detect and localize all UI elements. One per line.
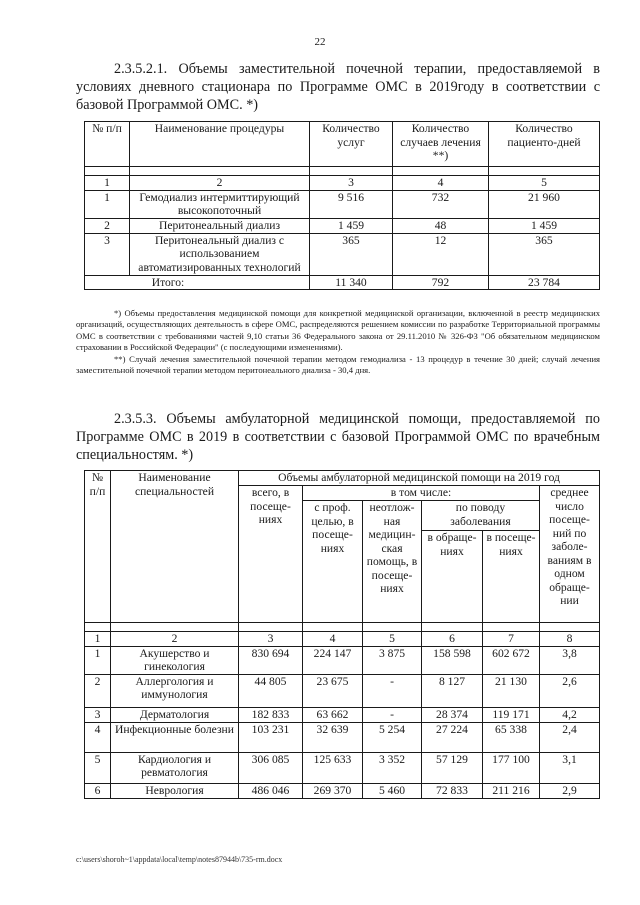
- urgent-value: 3 352: [363, 752, 422, 783]
- header-num: № п/п: [85, 471, 111, 623]
- col-number: 1: [85, 176, 130, 191]
- outpatient-volumes-table: [84, 470, 600, 799]
- col-number: 4: [303, 632, 363, 647]
- table-row: [85, 722, 600, 752]
- appeals-value: 28 374: [422, 707, 483, 722]
- specialty-name: Инфекционные болезни: [111, 722, 239, 752]
- header-prophylactic: с проф. целью, в посеще-ниях: [303, 501, 363, 623]
- procedure-name: Перитонеальный диализ: [130, 218, 310, 233]
- row-num: 1: [85, 190, 130, 218]
- column-number-row: [85, 176, 600, 191]
- appeals-value: 27 224: [422, 722, 483, 752]
- heading-text: 2.3.5.2.1. Объемы заместительной почечной терапии, предоставляемой в условиях дневного стационара по Программе ОМС в 2019году в соответствии с базовой Программой ОМС. *): [76, 61, 600, 113]
- col-number: 1: [85, 632, 111, 647]
- header-num: № п/п: [85, 122, 130, 167]
- table-header-row: [85, 122, 600, 167]
- col-number: 3: [239, 632, 303, 647]
- table-row: [85, 783, 600, 798]
- header-including: в том числе:: [303, 486, 540, 501]
- header-volumes: Объемы амбулаторной медицинской помощи на 2019 год: [239, 471, 600, 486]
- urgent-value: 5 460: [363, 783, 422, 798]
- appeals-value: 158 598: [422, 646, 483, 674]
- average-value: 2,9: [540, 783, 600, 798]
- prof-value: 32 639: [303, 722, 363, 752]
- header-patient-days: Количество пациенто-дней: [489, 122, 600, 167]
- prof-value: 224 147: [303, 646, 363, 674]
- col-number: 2: [130, 176, 310, 191]
- cases-value: 732: [393, 190, 489, 218]
- table-row: [85, 674, 600, 707]
- table-row: [85, 233, 600, 275]
- section-heading-outpatient: [76, 410, 600, 464]
- row-num: 4: [85, 722, 111, 752]
- patient-days-value: 365: [489, 233, 600, 275]
- footnote-2: **) Случай лечения заместительной почечной терапии методом гемодиализа - 13 процедур в течение 30 дней; случай лечения заместительной почечной терапии методом перитонеального диализа - 30,4 дня.: [76, 353, 600, 376]
- header-specialty: Наименование специальностей: [111, 471, 239, 623]
- separator-row: [85, 167, 600, 176]
- col-number: 3: [310, 176, 393, 191]
- prof-value: 23 675: [303, 674, 363, 707]
- average-value: 3,8: [540, 646, 600, 674]
- total-cases: 792: [393, 275, 489, 290]
- appeals-value: 57 129: [422, 752, 483, 783]
- visits-value: 602 672: [483, 646, 540, 674]
- header-visits: в посеще-ниях: [483, 531, 540, 623]
- total-label: Итого:: [85, 275, 310, 290]
- heading-text: 2.3.5.3. Объемы амбулаторной медицинской помощи, предоставляемой по Программе ОМС в 2019 в соответствии с базовой Программой ОМС по врачебным специальностям. *): [76, 411, 600, 463]
- total-visits-value: 486 046: [239, 783, 303, 798]
- renal-therapy-table: [84, 121, 600, 290]
- procedure-name: Гемодиализ интермиттирующий высокопоточный: [130, 190, 310, 218]
- row-num: 3: [85, 233, 130, 275]
- header-services: Количество услуг: [310, 122, 393, 167]
- row-num: 3: [85, 707, 111, 722]
- header-urgent: неотлож-ная медицин-ская помощь, в посеще-ниях: [363, 501, 422, 623]
- visits-value: 177 100: [483, 752, 540, 783]
- table-row: [85, 190, 600, 218]
- table-row: [85, 752, 600, 783]
- cases-value: 48: [393, 218, 489, 233]
- services-value: 365: [310, 233, 393, 275]
- specialty-name: Акушерство и гинекология: [111, 646, 239, 674]
- separator-row: [85, 623, 600, 632]
- total-row: [85, 275, 600, 290]
- header-total-visits: всего, в посеще-ниях: [239, 486, 303, 623]
- footnotes: [76, 308, 600, 376]
- average-value: 4,2: [540, 707, 600, 722]
- urgent-value: -: [363, 707, 422, 722]
- total-visits-value: 182 833: [239, 707, 303, 722]
- patient-days-value: 21 960: [489, 190, 600, 218]
- specialty-name: Кардиология и ревматология: [111, 752, 239, 783]
- total-visits-value: 103 231: [239, 722, 303, 752]
- page-number: 22: [314, 36, 326, 48]
- row-num: 1: [85, 646, 111, 674]
- urgent-value: -: [363, 674, 422, 707]
- average-value: 2,6: [540, 674, 600, 707]
- visits-value: 211 216: [483, 783, 540, 798]
- specialty-name: Аллергология и иммунология: [111, 674, 239, 707]
- col-number: 8: [540, 632, 600, 647]
- file-path-footer: c:\users\shoroh~1\appdata\local\temp\notes87944b\735-rm.docx: [76, 855, 283, 864]
- column-number-row: [85, 632, 600, 647]
- col-number: 2: [111, 632, 239, 647]
- total-visits-value: 306 085: [239, 752, 303, 783]
- row-num: 2: [85, 218, 130, 233]
- appeals-value: 72 833: [422, 783, 483, 798]
- header-appeals: в обраще-ниях: [422, 531, 483, 623]
- col-number: 5: [363, 632, 422, 647]
- table-header-row: [85, 471, 600, 486]
- section-heading-renal-therapy: [76, 60, 600, 114]
- row-num: 2: [85, 674, 111, 707]
- specialty-name: Дерматология: [111, 707, 239, 722]
- services-value: 9 516: [310, 190, 393, 218]
- average-value: 2,4: [540, 722, 600, 752]
- appeals-value: 8 127: [422, 674, 483, 707]
- prof-value: 63 662: [303, 707, 363, 722]
- visits-value: 21 130: [483, 674, 540, 707]
- prof-value: 269 370: [303, 783, 363, 798]
- header-average: среднее число посеще-ний по заболе-ваниям в одном обраще-нии: [540, 486, 600, 623]
- visits-value: 65 338: [483, 722, 540, 752]
- header-disease: по поводу заболевания: [422, 501, 540, 531]
- col-number: 5: [489, 176, 600, 191]
- prof-value: 125 633: [303, 752, 363, 783]
- total-visits-value: 830 694: [239, 646, 303, 674]
- total-services: 11 340: [310, 275, 393, 290]
- urgent-value: 5 254: [363, 722, 422, 752]
- cases-value: 12: [393, 233, 489, 275]
- visits-value: 119 171: [483, 707, 540, 722]
- patient-days-value: 1 459: [489, 218, 600, 233]
- row-num: 5: [85, 752, 111, 783]
- specialty-name: Неврология: [111, 783, 239, 798]
- header-cases: Количество случаев лечения **): [393, 122, 489, 167]
- col-number: 6: [422, 632, 483, 647]
- footnote-1: *) Объемы предоставления медицинской помощи для конкретной медицинской организации, включенной в реестр медицинских организаций, осуществляющих деятельность в сфере ОМС, распределяются решением комиссии по разработке Территориальной программы ОМС в соответствии с требованиями частей 9,10 статьи 36 Федерального закона от 29.11.2010 № 326-ФЗ "Об обязательном медицинском страховании в Российской Федерации" (с последующими изменениями).: [76, 308, 600, 353]
- procedure-name: Перитонеальный диализ с использованием автоматизированных технологий: [130, 233, 310, 275]
- table-row: [85, 707, 600, 722]
- col-number: 4: [393, 176, 489, 191]
- col-number: 7: [483, 632, 540, 647]
- header-name: Наименование процедуры: [130, 122, 310, 167]
- row-num: 6: [85, 783, 111, 798]
- total-visits-value: 44 805: [239, 674, 303, 707]
- average-value: 3,1: [540, 752, 600, 783]
- services-value: 1 459: [310, 218, 393, 233]
- urgent-value: 3 875: [363, 646, 422, 674]
- table-row: [85, 218, 600, 233]
- total-patient-days: 23 784: [489, 275, 600, 290]
- table-row: [85, 646, 600, 674]
